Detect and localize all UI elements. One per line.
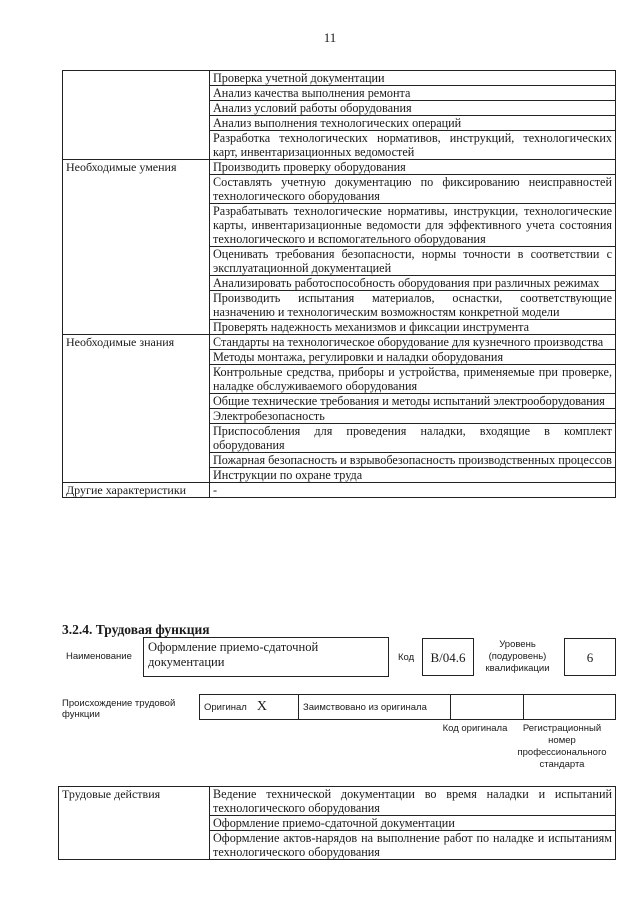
original-cell (200, 695, 299, 720)
table-cell: Анализировать работоспособность оборудования при различных режимах (210, 276, 616, 291)
table-cell: Проверка учетной документации (210, 71, 616, 86)
row-group-label: Трудовые действия (59, 787, 210, 860)
function-code-field: B/04.6 (422, 638, 474, 676)
borrowed-cell: Заимствовано из оригинала (299, 695, 451, 720)
table-cell: Контрольные средства, приборы и устройства, применяемые при проверке, наладке обслуживаемого оборудования (210, 365, 616, 394)
table-cell: Ведение технической документации во время наладки и испытаний технологического оборудования (210, 787, 616, 816)
origin-table (199, 694, 616, 720)
row-group-label: Необходимые знания (63, 335, 210, 483)
table-cell: - (210, 483, 616, 498)
code-original-label: Код оригинала (442, 723, 508, 734)
name-label: Наименование (66, 651, 132, 662)
table-cell: Разрабатывать технологические нормативы, инструкции, технологические карты, инвентаризационные ведомости для эффективного учета состояния технологического и вспомогательного оборудования (210, 204, 616, 247)
table-cell: Электробезопасность (210, 409, 616, 424)
labor-actions-table (58, 786, 616, 860)
competency-table (62, 70, 616, 498)
row-group-label: Необходимые умения (63, 160, 210, 335)
table-row (63, 71, 616, 86)
table-cell: Проверять надежность механизмов и фиксации инструмента (210, 320, 616, 335)
function-name-field: Оформление приемо-сдаточной документации (143, 637, 389, 677)
reg-number-cell (524, 695, 616, 720)
table-cell: Производить испытания материалов, оснастки, соответствующие назначению и технологическим возможностям конкретной модели (210, 291, 616, 320)
table-cell: Производить проверку оборудования (210, 160, 616, 175)
level-label: Уровень (подуровень) квалификации (485, 639, 550, 674)
page-number: 11 (323, 30, 337, 45)
table-cell: Оформление приемо-сдаточной документации (210, 816, 616, 831)
table-cell: Стандарты на технологическое оборудование для кузнечного производства (210, 335, 616, 350)
reg-number-label: Регистрационный номер профессионального стандарта (517, 723, 607, 770)
table-cell: Разработка технологических нормативов, инструкций, технологических карт, инвентаризационных ведомостей (210, 131, 616, 160)
original-label: Оригинал (204, 702, 247, 713)
level-value-field: 6 (564, 638, 616, 676)
table-cell: Составлять учетную документацию по фиксированию неисправностей технологического оборудования (210, 175, 616, 204)
original-mark: X (256, 699, 267, 714)
row-group-label (63, 71, 210, 160)
table-cell: Приспособления для проведения наладки, входящие в комплект оборудования (210, 424, 616, 453)
code-original-cell (451, 695, 524, 720)
table-cell: Инструкции по охране труда (210, 468, 616, 483)
origin-label: Происхождение трудовой функции (62, 698, 176, 720)
table-row (63, 160, 616, 175)
code-label: Код (398, 652, 415, 663)
table-cell: Оценивать требования безопасности, нормы точности в соответствии с эксплуатационной документацией (210, 247, 616, 276)
table-cell: Пожарная безопасность и взрывобезопасность производственных процессов (210, 453, 616, 468)
table-cell: Оформление актов-нарядов на выполнение работ по наладке и испытаниям технологического оборудования (210, 831, 616, 860)
table-row (63, 483, 616, 498)
table-row (63, 335, 616, 350)
table-cell: Анализ качества выполнения ремонта (210, 86, 616, 101)
section-title: 3.2.4. Трудовая функция (62, 622, 210, 637)
table-cell: Общие технические требования и методы испытаний электрооборудования (210, 394, 616, 409)
table-row (59, 787, 616, 816)
table-cell: Методы монтажа, регулировки и наладки оборудования (210, 350, 616, 365)
table-cell: Анализ условий работы оборудования (210, 101, 616, 116)
table-cell: Анализ выполнения технологических операций (210, 116, 616, 131)
row-group-label: Другие характеристики (63, 483, 210, 498)
